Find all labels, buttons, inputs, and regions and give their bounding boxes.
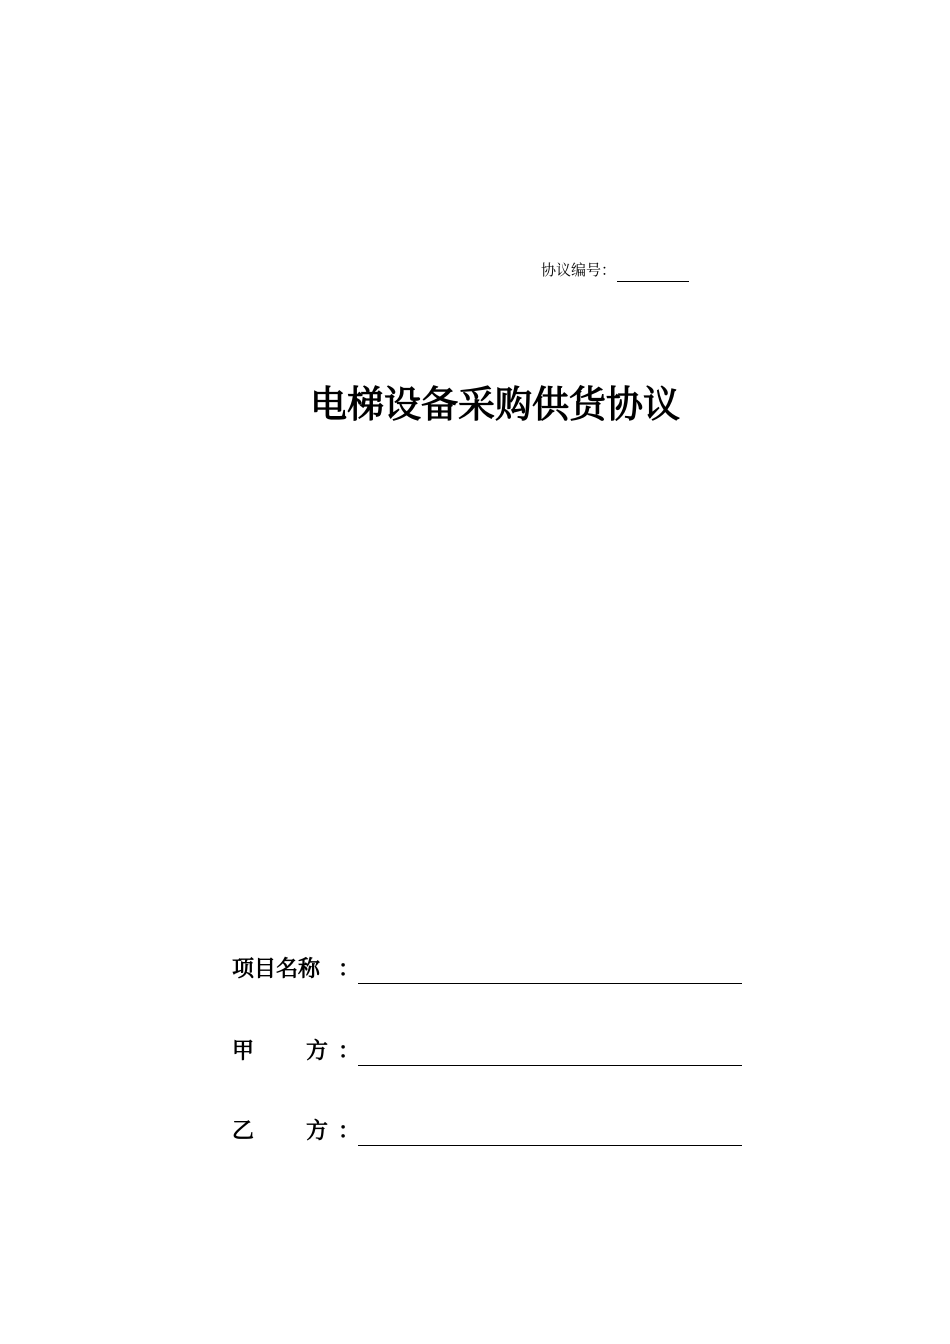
project-name-colon: ： — [338, 957, 361, 982]
party-b-colon: ： — [338, 1119, 361, 1144]
agreement-number-blank[interactable] — [617, 263, 689, 282]
project-name-label: 项目名称 — [232, 957, 321, 982]
party-b-label-right: 方 — [306, 1119, 329, 1144]
party-b-field — [232, 1114, 742, 1150]
agreement-number — [541, 258, 689, 282]
project-name-field — [232, 952, 742, 988]
document-title: 电梯设备采购供货协议 — [310, 383, 680, 426]
party-a-label-left: 甲 — [232, 1039, 255, 1064]
agreement-number-label: 协议编号： — [541, 261, 617, 279]
project-name-blank[interactable] — [358, 983, 742, 984]
party-a-colon: ： — [338, 1039, 361, 1064]
party-a-label-right: 方 — [306, 1039, 329, 1064]
party-b-label-left: 乙 — [232, 1119, 255, 1144]
party-a-field — [232, 1034, 742, 1070]
party-b-blank[interactable] — [358, 1145, 742, 1146]
party-a-blank[interactable] — [358, 1065, 742, 1066]
